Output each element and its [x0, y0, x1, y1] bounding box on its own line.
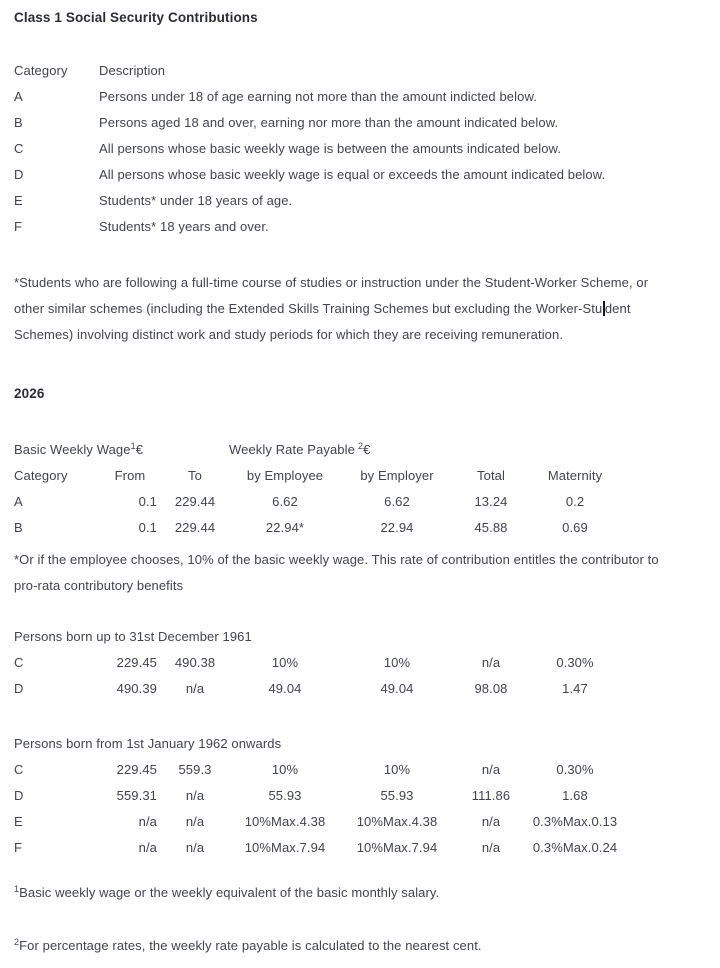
- cell-category: E: [14, 814, 23, 829]
- cell-to: 559.3: [178, 762, 212, 777]
- category-description: Students* under 18 years of age.: [99, 193, 293, 208]
- cell-total: 98.08: [474, 681, 508, 696]
- employee-choice-footnote-line: pro-rata contributory benefits: [14, 578, 184, 593]
- students-footnote-paragraph[interactable]: [14, 270, 706, 348]
- students-footnote-line: *Students who are following a full-time course of studies or instruction under the Student-Worker Scheme, or: [14, 275, 649, 290]
- col-header-by-employer: by Employer: [360, 468, 434, 483]
- cell-category: D: [14, 681, 24, 696]
- cell-by-employer: 55.93: [380, 788, 414, 803]
- col-header-total: Total: [477, 468, 505, 483]
- footnote-ref-1: 1: [130, 441, 136, 451]
- cell-from: 229.45: [116, 655, 157, 670]
- cell-from: 559.31: [116, 788, 157, 803]
- cell-maternity: 0.2: [565, 494, 585, 509]
- cell-category: A: [14, 494, 23, 509]
- category-row-b: [14, 110, 706, 136]
- col-header-maternity: Maternity: [547, 468, 603, 483]
- rates-row-c: [14, 757, 706, 783]
- cell-by-employee: 55.93: [268, 788, 302, 803]
- rates-row-d: [14, 676, 706, 702]
- cell-maternity: 1.68: [562, 788, 588, 803]
- cell-maternity: 0.69: [562, 520, 588, 535]
- rates-row-d: [14, 783, 706, 809]
- cell-by-employee: 10%: [271, 655, 299, 670]
- euro-sign: €: [363, 442, 371, 457]
- footnote-2-text: For percentage rates, the weekly rate payable is calculated to the nearest cent.: [19, 938, 482, 953]
- cell-total: n/a: [481, 655, 501, 670]
- category-letter: B: [14, 115, 23, 130]
- students-footnote-line: Schemes) involving distinct work and study periods for which they are receiving remuneration.: [14, 327, 564, 342]
- cell-to: 229.44: [174, 494, 216, 509]
- cell-category: C: [14, 655, 24, 670]
- cell-by-employee: 10%Max.7.94: [244, 840, 326, 855]
- category-description: All persons whose basic weekly wage is between the amounts indicated below.: [99, 141, 562, 156]
- year-heading: 2026: [14, 386, 45, 401]
- cell-from: n/a: [138, 814, 157, 829]
- section-heading: Persons born up to 31st December 1961: [14, 629, 252, 644]
- cell-total: n/a: [481, 762, 501, 777]
- cell-by-employee: 22.94*: [265, 520, 305, 535]
- rates-column-header-row: [14, 463, 706, 489]
- rates-row-e: [14, 809, 706, 835]
- page-title: Class 1 Social Security Contributions: [14, 10, 258, 25]
- category-table-header-row: [14, 58, 706, 84]
- category-letter: D: [14, 167, 24, 182]
- col-header-to: To: [188, 468, 202, 483]
- rates-row-c: [14, 650, 706, 676]
- employee-choice-footnote-line: *Or if the employee chooses, 10% of the basic weekly wage. This rate of contribution entitles the contributor to: [14, 552, 659, 567]
- cell-from: 0.1: [138, 494, 157, 509]
- section-born-from-1962: [14, 731, 706, 861]
- category-description: Students* 18 years and over.: [99, 219, 269, 234]
- cell-total: 13.24: [474, 494, 508, 509]
- basic-weekly-wage-group-header: Basic Weekly Wage$^1$€: [14, 441, 144, 457]
- cell-to: n/a: [185, 681, 205, 696]
- students-footnote-text-after-cursor: dent: [604, 301, 631, 316]
- cell-category: C: [14, 762, 24, 777]
- section-born-up-to-1961: [14, 624, 706, 702]
- cell-by-employer: 10%Max.7.94: [356, 840, 438, 855]
- cell-by-employee: 10%: [271, 762, 299, 777]
- rates-row-a: [14, 489, 706, 515]
- category-letter: A: [14, 89, 23, 104]
- footnote-2-marker: 2: [14, 937, 20, 947]
- footnote-ref-2: 2: [357, 441, 364, 451]
- cell-by-employee: 49.04: [268, 681, 302, 696]
- cell-category: D: [14, 788, 24, 803]
- cell-maternity: 0.30%: [556, 762, 594, 777]
- students-footnote-text-before-cursor: other similar schemes (including the Extended Skills Training Schemes but excluding the Worker-Stu: [14, 301, 603, 316]
- footnote-1: [14, 880, 706, 906]
- cell-maternity: 0.3%Max.0.13: [532, 814, 618, 829]
- cell-by-employee: 10%Max.4.38: [244, 814, 326, 829]
- cell-from: 229.45: [116, 762, 157, 777]
- cell-category: B: [14, 520, 23, 535]
- col-header-by-employee: by Employee: [246, 468, 324, 483]
- cell-to: n/a: [185, 814, 205, 829]
- cell-total: 45.88: [474, 520, 508, 535]
- description-column-header: Description: [99, 63, 166, 78]
- students-footnote-line: [14, 296, 706, 322]
- category-row-e: [14, 188, 706, 214]
- cell-maternity: 0.3%Max.0.24: [532, 840, 618, 855]
- cell-total: 111.86: [471, 788, 511, 803]
- cell-from: 490.39: [116, 681, 157, 696]
- cell-total: n/a: [481, 814, 501, 829]
- category-column-header: Category: [14, 63, 68, 78]
- category-description-table: [14, 58, 706, 240]
- section-heading: Persons born from 1st January 1962 onwards: [14, 736, 282, 751]
- cell-from: 0.1: [138, 520, 157, 535]
- rates-row-f: [14, 835, 706, 861]
- cell-to: n/a: [185, 788, 205, 803]
- col-header-from: From: [114, 468, 146, 483]
- category-description: Persons aged 18 and over, earning nor more than the amount indicated below.: [99, 115, 559, 130]
- footnote-1-marker: 1: [14, 884, 20, 894]
- cell-to: n/a: [185, 840, 205, 855]
- cell-to: 490.38: [174, 655, 216, 670]
- cell-by-employer: 22.94: [380, 520, 414, 535]
- footnote-2: [14, 933, 706, 959]
- category-row-a: [14, 84, 706, 110]
- cell-to: 229.44: [174, 520, 216, 535]
- cell-total: n/a: [481, 840, 501, 855]
- rates-row-b: [14, 515, 706, 541]
- cell-by-employer: 10%: [383, 655, 411, 670]
- col-header-category: Category: [14, 468, 68, 483]
- cell-by-employer: 6.62: [384, 494, 410, 509]
- cell-from: n/a: [138, 840, 157, 855]
- employee-choice-footnote: [14, 547, 706, 599]
- cell-by-employer: 49.04: [380, 681, 414, 696]
- rates-group-header-row: [14, 437, 706, 463]
- cell-maternity: 0.30%: [556, 655, 594, 670]
- category-row-f: [14, 214, 706, 240]
- cell-by-employer: 10%: [383, 762, 411, 777]
- category-row-c: [14, 136, 706, 162]
- rates-table: [14, 437, 706, 959]
- category-letter: E: [14, 193, 23, 208]
- category-description: All persons whose basic weekly wage is equal or exceeds the amount indicated below.: [99, 167, 606, 182]
- footnote-1-text: Basic weekly wage or the weekly equivalent of the basic monthly salary.: [19, 885, 440, 900]
- cell-maternity: 1.47: [562, 681, 588, 696]
- cell-by-employee: 6.62: [272, 494, 298, 509]
- cell-by-employer: 10%Max.4.38: [356, 814, 438, 829]
- category-row-d: [14, 162, 706, 188]
- category-letter: C: [14, 141, 24, 156]
- cell-category: F: [14, 840, 23, 855]
- euro-sign: €: [135, 442, 144, 457]
- category-description: Persons under 18 of age earning not more than the amount indicted below.: [99, 89, 537, 104]
- weekly-rate-payable-group-header: Weekly Rate Payable $^2$€: [229, 441, 371, 457]
- category-letter: F: [14, 219, 23, 234]
